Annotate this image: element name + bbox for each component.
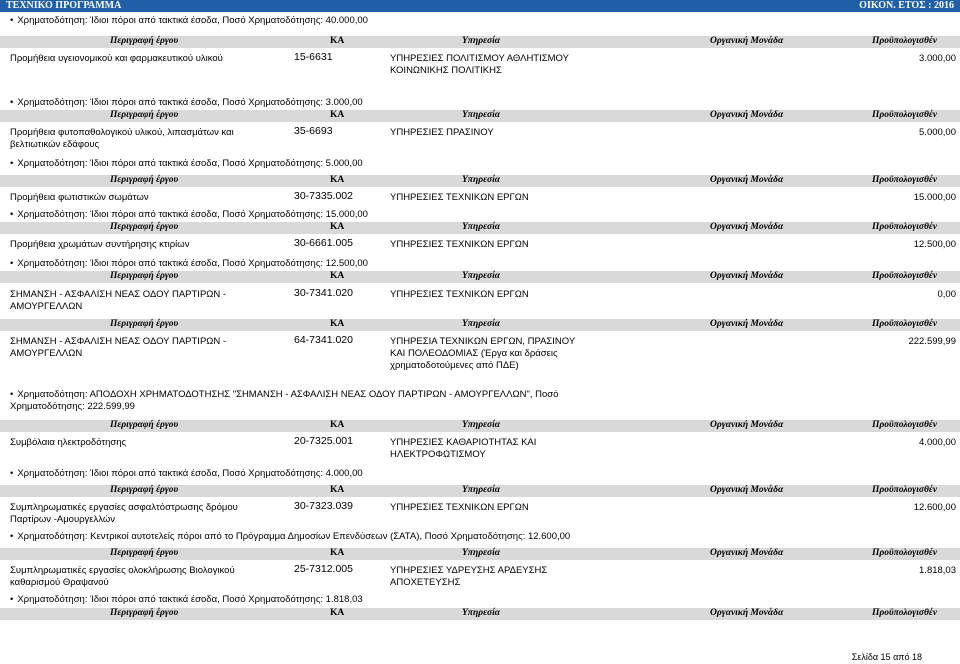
column-header-description: Περιγραφή έργου xyxy=(110,110,179,120)
column-header-row xyxy=(0,548,960,560)
project-ka: 64-7341.020 xyxy=(294,334,353,346)
column-header-description: Περιγραφή έργου xyxy=(110,36,179,46)
column-header-unit: Οργανική Μονάδα xyxy=(710,548,784,558)
project-amount: 15.000,00 xyxy=(913,192,956,203)
column-header-row xyxy=(0,36,960,48)
column-header-row xyxy=(0,271,960,283)
project-amount: 0,00 xyxy=(937,289,956,300)
funding-line: • Χρηματοδότηση: Ίδιοι πόροι από τακτικά έσοδα, Ποσό Χρηματοδότησης: 15.000,00 xyxy=(10,209,368,220)
column-header-row xyxy=(0,110,960,122)
column-header-service: Υπηρεσία xyxy=(462,36,501,46)
fiscal-year xyxy=(859,0,954,11)
project-amount: 5.000,00 xyxy=(919,127,956,138)
column-header-description: Περιγραφή έργου xyxy=(110,271,179,281)
column-header-row xyxy=(0,319,960,331)
column-header-service: Υπηρεσία xyxy=(462,110,501,120)
column-header-service: Υπηρεσία xyxy=(462,548,501,558)
column-header-ka: ΚΑ xyxy=(330,548,345,558)
column-header-budget: Προϋπολογισθέν xyxy=(872,36,938,46)
project-description: ΣΗΜΑΝΣΗ - ΑΣΦΑΛΙΣΗ ΝΕΑΣ ΟΔΟΥ ΠΑΡΤΙΡΩΝ - ΑΜΟΥΡΓΕΛΛΩΝ xyxy=(10,289,227,312)
column-header-ka: ΚΑ xyxy=(330,175,345,185)
project-description: Συμπληρωματικές εργασίες ολοκλήρωσης Βιολογικού καθαρισμού Θραψανού xyxy=(10,565,235,588)
project-ka: 30-7335.002 xyxy=(294,190,353,202)
column-header-unit: Οργανική Μονάδα xyxy=(710,319,784,329)
project-ka: 30-7341.020 xyxy=(294,287,353,299)
column-header-service: Υπηρεσία xyxy=(462,222,501,232)
column-header-service: Υπηρεσία xyxy=(462,175,501,185)
project-service: ΥΠΗΡΕΣΙΕΣ ΤΕΧΝΙΚΩΝ ΕΡΓΩΝ xyxy=(390,239,529,250)
project-ka: 25-7312.005 xyxy=(294,563,353,575)
funding-line: • Χρηματοδότηση: Ίδιοι πόροι από τακτικά έσοδα, Ποσό Χρηματοδότησης: 1.818,03 xyxy=(10,594,363,605)
column-header-unit: Οργανική Μονάδα xyxy=(710,485,784,495)
column-header-description: Περιγραφή έργου xyxy=(110,222,179,232)
project-ka: 15-6631 xyxy=(294,51,333,63)
column-header-row xyxy=(0,608,960,620)
column-header-unit: Οργανική Μονάδα xyxy=(710,175,784,185)
project-service: ΥΠΗΡΕΣΙΕΣ ΤΕΧΝΙΚΩΝ ΕΡΓΩΝ xyxy=(390,289,529,300)
column-header-ka: ΚΑ xyxy=(330,319,345,329)
column-header-ka: ΚΑ xyxy=(330,110,345,120)
project-service: ΥΠΗΡΕΣΙΕΣ ΚΑΘΑΡΙΟΤΗΤΑΣ ΚΑΙ ΗΛΕΚΤΡΟΦΩΤΙΣΜΟΥ xyxy=(390,437,537,460)
project-service: ΥΠΗΡΕΣΙΕΣ ΠΟΛΙΤΙΣΜΟΥ ΑΘΛΗΤΙΣΜΟΥ ΚΟΙΝΩΝΙΚΗΣ ΠΟΛΙΤΙΚΗΣ xyxy=(390,53,569,76)
column-header-ka: ΚΑ xyxy=(330,420,345,430)
year-label: ΟΙΚΟΝ. ΕΤΟΣ : xyxy=(859,0,932,11)
column-header-service: Υπηρεσία xyxy=(462,485,501,495)
column-header-description: Περιγραφή έργου xyxy=(110,175,179,185)
project-amount: 3.000,00 xyxy=(919,53,956,64)
funding-line: • Χρηματοδότηση: Ίδιοι πόροι από τακτικά έσοδα, Ποσό Χρηματοδότησης: 40.000,00 xyxy=(10,15,368,26)
column-header-ka: ΚΑ xyxy=(330,608,345,618)
funding-line: • Χρηματοδότηση: Ίδιοι πόροι από τακτικά έσοδα, Ποσό Χρηματοδότησης: 12.500,00 xyxy=(10,258,368,269)
column-header-service: Υπηρεσία xyxy=(462,271,501,281)
column-header-budget: Προϋπολογισθέν xyxy=(872,175,938,185)
column-header-unit: Οργανική Μονάδα xyxy=(710,271,784,281)
column-header-ka: ΚΑ xyxy=(330,485,345,495)
project-ka: 35-6693 xyxy=(294,125,333,137)
project-ka: 30-7323.039 xyxy=(294,500,353,512)
column-header-row xyxy=(0,485,960,497)
page-number: Σελίδα 15 από 18 xyxy=(851,652,922,662)
project-service: ΥΠΗΡΕΣΙΕΣ ΠΡΑΣΙΝΟΥ xyxy=(390,127,494,138)
funding-line: • Χρηματοδότηση: ΑΠΟΔΟΧΗ ΧΡΗΜΑΤΟΔΟΤΗΣΗΣ "ΣΗΜΑΝΣΗ - ΑΣΦΑΛΙΣΗ ΝΕΑΣ ΟΔΟΥ ΠΑΡΤΙΡΩΝ - ΑΜΟΥΡΓΕΛΛΩΝ", Ποσό Χρηματοδότησης: 222.599,99 xyxy=(10,389,580,413)
column-header-unit: Οργανική Μονάδα xyxy=(710,36,784,46)
project-description: Προμήθεια φωτιστικών σωμάτων xyxy=(10,192,149,203)
column-header-service: Υπηρεσία xyxy=(462,420,501,430)
project-amount: 4.000,00 xyxy=(919,437,956,448)
project-description: Προμήθεια φυτοπαθολογικού υλικού, λιπασμάτων και βελτιωτικών εδάφους xyxy=(10,127,234,150)
project-ka: 20-7325.001 xyxy=(294,435,353,447)
column-header-budget: Προϋπολογισθέν xyxy=(872,271,938,281)
project-amount: 1.818,03 xyxy=(919,565,956,576)
project-amount: 222.599,99 xyxy=(908,336,956,347)
project-description: Προμήθεια χρωμάτων συντήρησης κτιρίων xyxy=(10,239,190,250)
column-header-description: Περιγραφή έργου xyxy=(110,548,179,558)
funding-line: • Χρηματοδότηση: Κεντρικοί αυτοτελείς πόροι από το Πρόγραμμα Δημοσίων Επενδύσεων (ΣΑΤΑ), Ποσό Χρηματοδότησης: 12.600,00 xyxy=(10,531,570,542)
project-description: ΣΗΜΑΝΣΗ - ΑΣΦΑΛΙΣΗ ΝΕΑΣ ΟΔΟΥ ΠΑΡΤΙΡΩΝ - ΑΜΟΥΡΓΕΛΛΩΝ xyxy=(10,336,227,359)
project-ka: 30-6661.005 xyxy=(294,237,353,249)
column-header-description: Περιγραφή έργου xyxy=(110,420,179,430)
column-header-unit: Οργανική Μονάδα xyxy=(710,420,784,430)
project-amount: 12.500,00 xyxy=(913,239,956,250)
column-header-ka: ΚΑ xyxy=(330,271,345,281)
project-description: Συμβόλαια ηλεκτροδότησης xyxy=(10,437,127,448)
column-header-budget: Προϋπολογισθέν xyxy=(872,420,938,430)
year-value: 2016 xyxy=(934,0,954,11)
column-header-row xyxy=(0,420,960,432)
funding-line: • Χρηματοδότηση: Ίδιοι πόροι από τακτικά έσοδα, Ποσό Χρηματοδότησης: 5.000,00 xyxy=(10,158,363,169)
project-description: Προμήθεια υγειονομικού και φαρμακευτικού υλικού xyxy=(10,53,223,64)
column-header-unit: Οργανική Μονάδα xyxy=(710,608,784,618)
column-header-service: Υπηρεσία xyxy=(462,319,501,329)
column-header-budget: Προϋπολογισθέν xyxy=(872,485,938,495)
project-service: ΥΠΗΡΕΣΙΕΣ ΥΔΡΕΥΣΗΣ ΑΡΔΕΥΣΗΣ ΑΠΟΧΕΤΕΥΣΗΣ xyxy=(390,565,548,588)
column-header-row xyxy=(0,222,960,234)
column-header-budget: Προϋπολογισθέν xyxy=(872,548,938,558)
column-header-unit: Οργανική Μονάδα xyxy=(710,222,784,232)
project-service: ΥΠΗΡΕΣΙΕΣ ΤΕΧΝΙΚΩΝ ΕΡΓΩΝ xyxy=(390,502,529,513)
program-title: ΤΕΧΝΙΚΟ ΠΡΟΓΡΑΜΜΑ xyxy=(6,0,122,11)
project-service: ΥΠΗΡΕΣΙΕΣ ΤΕΧΝΙΚΩΝ ΕΡΓΩΝ xyxy=(390,192,529,203)
column-header-ka: ΚΑ xyxy=(330,222,345,232)
column-header-budget: Προϋπολογισθέν xyxy=(872,319,938,329)
column-header-row xyxy=(0,175,960,187)
funding-line: • Χρηματοδότηση: Ίδιοι πόροι από τακτικά έσοδα, Ποσό Χρηματοδότησης: 3.000,00 xyxy=(10,97,363,108)
column-header-budget: Προϋπολογισθέν xyxy=(872,222,938,232)
column-header-unit: Οργανική Μονάδα xyxy=(710,110,784,120)
column-header-description: Περιγραφή έργου xyxy=(110,608,179,618)
column-header-budget: Προϋπολογισθέν xyxy=(872,110,938,120)
column-header-budget: Προϋπολογισθέν xyxy=(872,608,938,618)
project-description: Συμπληρωματικές εργασίες ασφαλτόστρωσης δρόμου Παρτίρων -Αμουργελλών xyxy=(10,502,238,525)
column-header-service: Υπηρεσία xyxy=(462,608,501,618)
funding-line: • Χρηματοδότηση: Ίδιοι πόροι από τακτικά έσοδα, Ποσό Χρηματοδότησης: 4.000,00 xyxy=(10,468,363,479)
column-header-ka: ΚΑ xyxy=(330,36,345,46)
column-header-description: Περιγραφή έργου xyxy=(110,485,179,495)
project-amount: 12.600,00 xyxy=(913,502,956,513)
project-service: ΥΠΗΡΕΣΙΑ ΤΕΧΝΙΚΩΝ ΕΡΓΩΝ, ΠΡΑΣΙΝΟΥ ΚΑΙ ΠΟΛΕΟΔΟΜΙΑΣ (Έργα και δράσεις χρηματοδοτούμενες από ΠΔΕ) xyxy=(390,336,576,371)
page-header-bar xyxy=(0,0,960,12)
column-header-description: Περιγραφή έργου xyxy=(110,319,179,329)
